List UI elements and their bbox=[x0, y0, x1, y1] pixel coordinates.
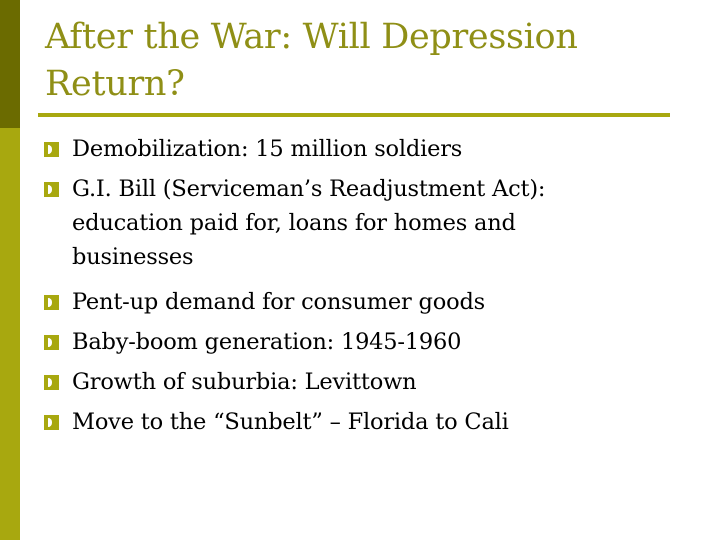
bullet-text: Demobilization: 15 million soldiers bbox=[72, 136, 463, 162]
bullet-icon bbox=[44, 295, 59, 310]
bullet-text: Move to the “Sunbelt” – Florida to Cali bbox=[72, 409, 509, 435]
bullet-text: Pent-up demand for consumer goods bbox=[72, 289, 486, 315]
bullet-text: Baby-boom generation: 1945-1960 bbox=[72, 329, 462, 355]
bullet-icon bbox=[44, 415, 59, 430]
bullet-text: Growth of suburbia: Levittown bbox=[72, 369, 417, 395]
title-divider bbox=[38, 113, 670, 117]
bullet-icon bbox=[44, 375, 59, 390]
bullet-text: G.I. Bill (Serviceman’s Readjustment Act): education paid for, loans for homes and businesses bbox=[72, 176, 546, 270]
bullet-icon bbox=[44, 142, 59, 157]
bullet-icon bbox=[44, 335, 59, 350]
left-sidebar-dark-band bbox=[0, 0, 20, 128]
slide-title: After the War: Will Depression Return? bbox=[45, 17, 578, 104]
bullet-icon bbox=[44, 182, 59, 197]
left-sidebar-light-band bbox=[0, 128, 20, 540]
